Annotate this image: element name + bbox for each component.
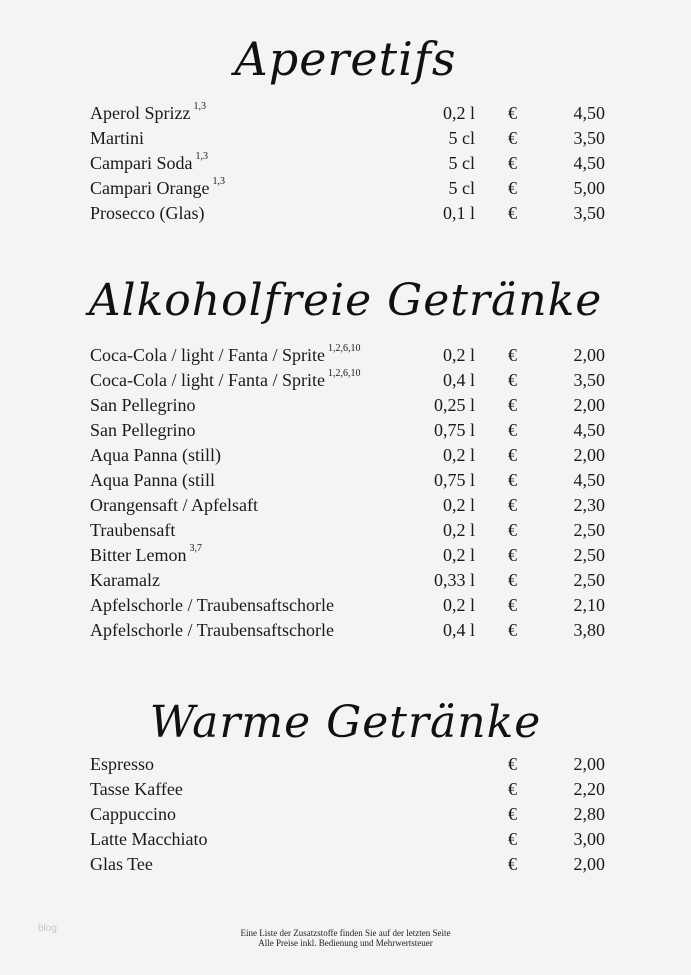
- item-price: 3,00: [573, 829, 605, 849]
- additive-footnote: 1,3: [195, 151, 208, 162]
- menu-list-aperitifs: [90, 101, 620, 226]
- menu-item: [90, 618, 620, 643]
- item-price: 2,00: [573, 854, 605, 874]
- item-price: 2,50: [573, 520, 605, 540]
- currency-symbol: €: [508, 620, 517, 640]
- item-name-text: Coca-Cola / light / Fanta / Sprite: [90, 345, 325, 365]
- currency-symbol: €: [508, 445, 517, 465]
- item-name: [90, 201, 204, 226]
- menu-item: [90, 493, 620, 518]
- section-title-warme-getraenke: Warme Getränke: [149, 697, 542, 748]
- menu-item: [90, 201, 620, 226]
- item-volume: 0,75 l: [433, 470, 475, 490]
- item-name: [90, 493, 258, 518]
- currency-symbol: €: [508, 395, 517, 415]
- menu-item: [90, 368, 620, 393]
- item-price: 4,50: [573, 420, 605, 440]
- item-price: 2,80: [573, 804, 605, 824]
- item-price: 3,50: [573, 370, 605, 390]
- item-name: [90, 777, 183, 802]
- menu-item: [90, 593, 620, 618]
- menu-item: [90, 777, 620, 802]
- item-price: 4,50: [573, 103, 605, 123]
- section-title-aperitifs: Aperetifs: [234, 32, 457, 86]
- item-name-text: Aqua Panna (still): [90, 445, 221, 465]
- item-name: [90, 802, 176, 827]
- item-name-text: Bitter Lemon: [90, 545, 187, 565]
- additive-footnote: 1,3: [193, 101, 206, 112]
- item-price: 2,00: [573, 754, 605, 774]
- item-name-text: Traubensaft: [90, 520, 176, 540]
- menu-item: [90, 468, 620, 493]
- menu-item: [90, 393, 620, 418]
- item-name-text: San Pellegrino: [90, 420, 196, 440]
- currency-symbol: €: [508, 420, 517, 440]
- menu-item: [90, 151, 620, 176]
- item-price: 2,20: [573, 779, 605, 799]
- item-name-text: Apfelschorle / Traubensaftschorle: [90, 620, 334, 640]
- item-volume: 0,25 l: [433, 395, 475, 415]
- item-name: [90, 827, 207, 852]
- item-volume: 0,4 l: [442, 370, 475, 390]
- currency-symbol: €: [508, 754, 517, 774]
- menu-item: [90, 752, 620, 777]
- item-volume: 0,2 l: [442, 495, 475, 515]
- item-name-text: Orangensaft / Apfelsaft: [90, 495, 258, 515]
- item-name: [90, 852, 153, 877]
- item-price: 3,50: [573, 128, 605, 148]
- currency-symbol: €: [508, 370, 517, 390]
- item-name: [90, 343, 360, 368]
- item-price: 2,30: [573, 495, 605, 515]
- menu-item: [90, 802, 620, 827]
- menu-list-alkoholfreie-getraenke: [90, 343, 620, 643]
- item-name-text: Apfelschorle / Traubensaftschorle: [90, 595, 334, 615]
- item-name: [90, 543, 202, 568]
- item-volume: 5 cl: [448, 153, 475, 173]
- footer-note-prices: Alle Preise inkl. Bedienung und Mehrwertsteuer: [258, 938, 433, 948]
- additive-footnote: 1,2,6,10: [327, 343, 361, 354]
- item-name: [90, 368, 360, 393]
- menu-list-warme-getraenke: [90, 752, 620, 877]
- item-price: 3,80: [573, 620, 605, 640]
- currency-symbol: €: [508, 495, 517, 515]
- item-name-text: Glas Tee: [90, 854, 153, 874]
- item-name: [90, 593, 334, 618]
- menu-item: [90, 101, 620, 126]
- currency-symbol: €: [508, 345, 517, 365]
- item-price: 4,50: [573, 153, 605, 173]
- currency-symbol: €: [508, 829, 517, 849]
- item-name-text: Tasse Kaffee: [90, 779, 183, 799]
- currency-symbol: €: [508, 545, 517, 565]
- item-volume: 0,75 l: [433, 420, 475, 440]
- menu-item: [90, 852, 620, 877]
- currency-symbol: €: [508, 854, 517, 874]
- item-name-text: San Pellegrino: [90, 395, 196, 415]
- item-volume: 0,2 l: [442, 103, 475, 123]
- item-name-text: Campari Soda: [90, 153, 193, 173]
- item-volume: 0,2 l: [442, 545, 475, 565]
- additive-footnote: 3,7: [189, 543, 202, 554]
- menu-item: [90, 543, 620, 568]
- item-name-text: Coca-Cola / light / Fanta / Sprite: [90, 370, 325, 390]
- currency-symbol: €: [508, 153, 517, 173]
- item-volume: 0,1 l: [442, 203, 475, 223]
- footer-note-additives: Eine Liste der Zusatzstoffe finden Sie auf der letzten Seite: [240, 928, 451, 938]
- item-name: [90, 618, 334, 643]
- item-price: 2,00: [573, 395, 605, 415]
- currency-symbol: €: [508, 128, 517, 148]
- item-name-text: Campari Orange: [90, 178, 210, 198]
- item-volume: 5 cl: [448, 128, 475, 148]
- currency-symbol: €: [508, 779, 517, 799]
- currency-symbol: €: [508, 103, 517, 123]
- menu-item: [90, 568, 620, 593]
- item-price: 2,50: [573, 545, 605, 565]
- menu-item: [90, 176, 620, 201]
- item-volume: 0,33 l: [433, 570, 475, 590]
- item-name-text: Cappuccino: [90, 804, 176, 824]
- menu-item: [90, 518, 620, 543]
- item-name: [90, 443, 221, 468]
- item-name: [90, 126, 144, 151]
- item-name: [90, 418, 196, 443]
- item-name-text: Aqua Panna (still: [90, 470, 215, 490]
- currency-symbol: €: [508, 804, 517, 824]
- currency-symbol: €: [508, 203, 517, 223]
- item-volume: 0,2 l: [442, 445, 475, 465]
- item-name: [90, 101, 206, 126]
- menu-item: [90, 443, 620, 468]
- item-price: 2,00: [573, 345, 605, 365]
- menu-item: [90, 827, 620, 852]
- currency-symbol: €: [508, 178, 517, 198]
- menu-item: [90, 418, 620, 443]
- item-volume: 0,2 l: [442, 345, 475, 365]
- item-price: 2,10: [573, 595, 605, 615]
- currency-symbol: €: [508, 570, 517, 590]
- additive-footnote: 1,2,6,10: [327, 368, 361, 379]
- item-volume: 0,2 l: [442, 520, 475, 540]
- currency-symbol: €: [508, 470, 517, 490]
- item-name-text: Martini: [90, 128, 144, 148]
- currency-symbol: €: [508, 595, 517, 615]
- item-name: [90, 393, 196, 418]
- item-name-text: Karamalz: [90, 570, 160, 590]
- item-price: 2,00: [573, 445, 605, 465]
- currency-symbol: €: [508, 520, 517, 540]
- additive-footnote: 1,3: [212, 176, 225, 187]
- item-name-text: Aperol Sprizz: [90, 103, 191, 123]
- item-name-text: Latte Macchiato: [90, 829, 208, 849]
- item-name: [90, 468, 215, 493]
- watermark-text: blog: [38, 923, 57, 934]
- item-name-text: Espresso: [90, 754, 154, 774]
- item-name: [90, 752, 154, 777]
- menu-item: [90, 343, 620, 368]
- item-price: 4,50: [573, 470, 605, 490]
- item-volume: 5 cl: [448, 178, 475, 198]
- item-name: [90, 176, 225, 201]
- item-name: [90, 568, 160, 593]
- item-name: [90, 151, 208, 176]
- item-volume: 0,2 l: [442, 595, 475, 615]
- item-name: [90, 518, 175, 543]
- section-title-alkoholfreie-getraenke: Alkoholfreie Getränke: [88, 275, 603, 326]
- item-price: 2,50: [573, 570, 605, 590]
- item-volume: 0,4 l: [442, 620, 475, 640]
- item-price: 5,00: [573, 178, 605, 198]
- item-name-text: Prosecco (Glas): [90, 203, 205, 223]
- item-price: 3,50: [573, 203, 605, 223]
- menu-item: [90, 126, 620, 151]
